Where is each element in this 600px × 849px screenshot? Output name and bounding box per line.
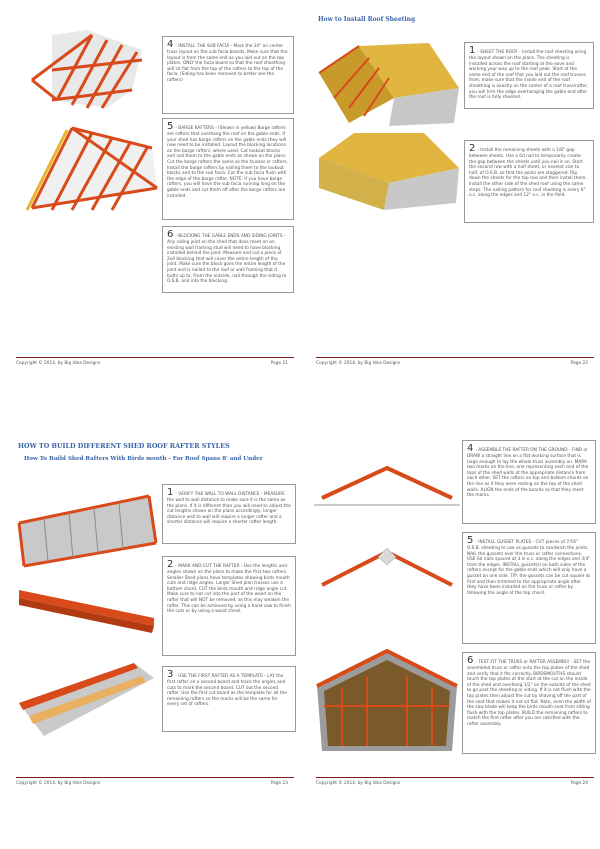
step-2-box (162, 556, 296, 656)
page-number: Page 23 (270, 781, 288, 786)
step-text: - Install the remaining sheets with a 1/8" gap between sheets. Use a 6d nail to temporarily create the gap between the sheets until you nail it on. Start the second row with a half sheet, or nearest size to half, of O.S.B. so that the joints are staggered. Rip down the sheets for the top row and then install them. Install the other side of the shed roof using the same steps. The nailing pattern for roof sheeting is every 6" o.c. along the edges and 12" o.c. in the field. (469, 148, 587, 199)
step-text: - BLOCKING THE GABLE ENDS AND SIDING JOINTS - Any siding joint on the shed that does meet on an existing wall framing stud will need to have blocking installed behind the joint. Measure and cut a piece of 2x4 blocking that will cover the entire length of the joint. Make sure the block goes the entire length of the joint and is nailed to the roof or wall framing that it butts up to. From the outside, nail through the siding to O.S.B. and into the blocking. (167, 234, 287, 285)
step-number: 5 (167, 121, 174, 132)
step-number: 6 (467, 655, 474, 666)
page-footer (16, 357, 294, 370)
step-5-box (462, 532, 596, 644)
sub-facia-illustration (12, 30, 152, 110)
step-6-box (162, 226, 294, 293)
page-22 (310, 0, 600, 410)
footer-copyright: Copyright © 2014, by Big Idea Designs (16, 361, 101, 366)
step-1-box (162, 484, 296, 544)
footer-copyright: Copyright © 2014, by Big Idea Designs (316, 361, 401, 366)
step-number: 2 (469, 143, 476, 154)
page-title: HOW TO BUILD DIFFERENT SHED ROOF RAFTER STYLES (18, 442, 230, 450)
page-number: Page 21 (270, 361, 288, 366)
step-number: 6 (167, 229, 174, 240)
step-text: - INSTALL THE SUB FACIA - Mark the 24" on center truss layout on the sub facia boards. Make sure that the layout is from the same end as you laid out on the top plates. ONLY the facia board so that the roof sheathing will sit flat from the top of the rafters to the top of the facia. (Siding has been removed to better see the rafters) (167, 44, 288, 83)
step-text: - BARGE RAFTERS - (Shown in yellow) Barge rafters are rafters that overhang the roof on the gable ends. If your shed has barge rafters on the gable ends they will now need to be installed. Layout the blocking locations on the barge rafters, where used. Cut lookout blocks and nail them to the gable ends as shown on the plans. Cut the barge rafters the same as the trusses or rafters. Install the barge rafters by nailing them to the lookout blocks and to the sub facia. Cut the sub facia flush with the edge of the barge rafter. NOTE: If you have barge rafters, you will have the sub facia running long on the gable ends and cut them off after the barge rafters are installed. (167, 126, 288, 199)
gusset-plate-illustration (312, 540, 462, 595)
page-24 (310, 420, 600, 830)
rafter-cut-illustration (14, 578, 159, 648)
page-23 (10, 420, 300, 830)
test-fit-illustration (312, 646, 462, 756)
step-number: 2 (167, 559, 174, 570)
step-4-box (162, 36, 294, 114)
step-text: - MARK AND CUT THE RAFTER - Use the lengths and angles shown on the plans to make the first two rafters. Smaller Shed plans have templates showing birds mouth cuts and ridge angles. Larger Shed plan trusses use a bottom chord. CUT the birds mouth and ridge angle cut. Make sure to not cut into the part of the wood on the rafter that will NOT be removed, as this may weaken the rafter. This can be achieved by using a hand saw to finish the cuts or by using a wood chisel. (167, 564, 291, 615)
step-4-box (462, 440, 596, 524)
step-3-box (162, 666, 296, 732)
step-text: - VERIFY THE WALL TO WALL DISTANCE - MEASURE the wall to wall distance to make sure it is the same as the plans. If it is different than you will need to adjust the cut lengths shown on the plans accordingly, longer distance wall to wall will require a longer rafter and a shorter distance will require a shorter rafter length. (167, 492, 291, 526)
page-title: How to Install Roof Sheeting (318, 16, 416, 23)
rafter-assembly-illustration (312, 460, 462, 510)
step-number: 4 (167, 39, 174, 50)
step-number: 1 (469, 45, 476, 56)
step-number: 1 (167, 487, 174, 498)
step-text: - INSTALL GUSSET PLATES - CUT pieces of 7/16" O.S.B. sheeting to use as gussets to sandwich the joints. NAIL the gussets over the truss or rafter connections. USE 6d nails spaced at 3 in o.c. along the edges and 3/4" from the edges. INSTALL gusset(s) on both sides of the rafters except for the gable ends which will only have a gusset on one side. TIP: the gussets can be cut square at first and then trimmed to the appropriate angle after they have been installed on the truss or rafter by following the angle of the top chord. (467, 540, 591, 596)
page-21 (10, 0, 300, 410)
step-number: 4 (467, 443, 474, 454)
footer-copyright: Copyright © 2014, by Big Idea Designs (316, 781, 401, 786)
page-number: Page 22 (570, 361, 588, 366)
step-text: - TEST FIT THE TRUSS or RAFTER ASSEMBLY - SET the assembled truss or rafter onto the top plates of the shed and verify that it fits correctly. BIRDSMOUTHS should touch the top plates at the start at the cut on the inside of the shed and overhang 1/2" on the outside of the shed to go past the sheeting or siding. If it is not flush with the top plates then adjust the cut by shaving off the part of the seat that makes it not sit flat. Note, even the width of the saw blade will keep the birds mouth seat from sitting flush with the top plates. BUILD the remaining rafters to match the first rafter after you are satisfied with the rafter assembly. (467, 660, 591, 727)
shed-wall-illustration (14, 488, 159, 570)
step-2-box (464, 140, 594, 223)
step-text: - SHEET THE ROOF - Install the roof sheeting using the layout shown on the plans. The sheeting is installed across the roof starting at the eave and working your way up to the roof peak. Start at the same end of the roof that you laid out the roof trusses from, make sure that the inside end of the roof sheathing is exactly on the center of a roof truss/rafter, you will trim the edge overhanging the gable end after the roof is fully sheeted. (469, 50, 589, 101)
barge-rafters-illustration (12, 118, 160, 213)
step-text: - ASSEMBLE THE RAFTER ON THE GROUND - FIND or DRAW a straight line on a flat working surface that is large enough to lay the whole truss assembly on. MARK two marks on the line, one representing each end of the tops of the shed walls at the appropriate distance from each other. SET the rafters on top and bottom chords on the line as if they were resting on the top of the shed walls. ALIGN the ends of the boards so that they meet the marks. (467, 448, 589, 499)
page-footer (316, 357, 594, 370)
roof-sheeting-illustration-1 (314, 38, 462, 128)
page-footer (16, 777, 294, 790)
step-6-box (462, 652, 596, 754)
step-number: 5 (467, 535, 474, 546)
step-text: - USE THE FIRST RAFTER AS A TEMPLATE - LAY the first rafter on a second board and trace the angles and cuts to mark the second board. CUT out the second rafter. Use the first cut board as the template for all the remaining rafters so the marks will be the same for every set of rafters. (167, 674, 287, 708)
step-number: 3 (167, 669, 174, 680)
page-number: Page 24 (570, 781, 588, 786)
page-subtitle: How To Build Shed Rafters With Birds mouth - For Roof Spans 8' and Under (24, 456, 263, 462)
rafter-template-illustration (14, 658, 159, 740)
step-5-box (162, 118, 294, 220)
page-footer (316, 777, 594, 790)
footer-copyright: Copyright © 2014, by Big Idea Designs (16, 781, 101, 786)
roof-sheeting-illustration-2 (314, 128, 462, 213)
step-1-box (464, 42, 594, 109)
